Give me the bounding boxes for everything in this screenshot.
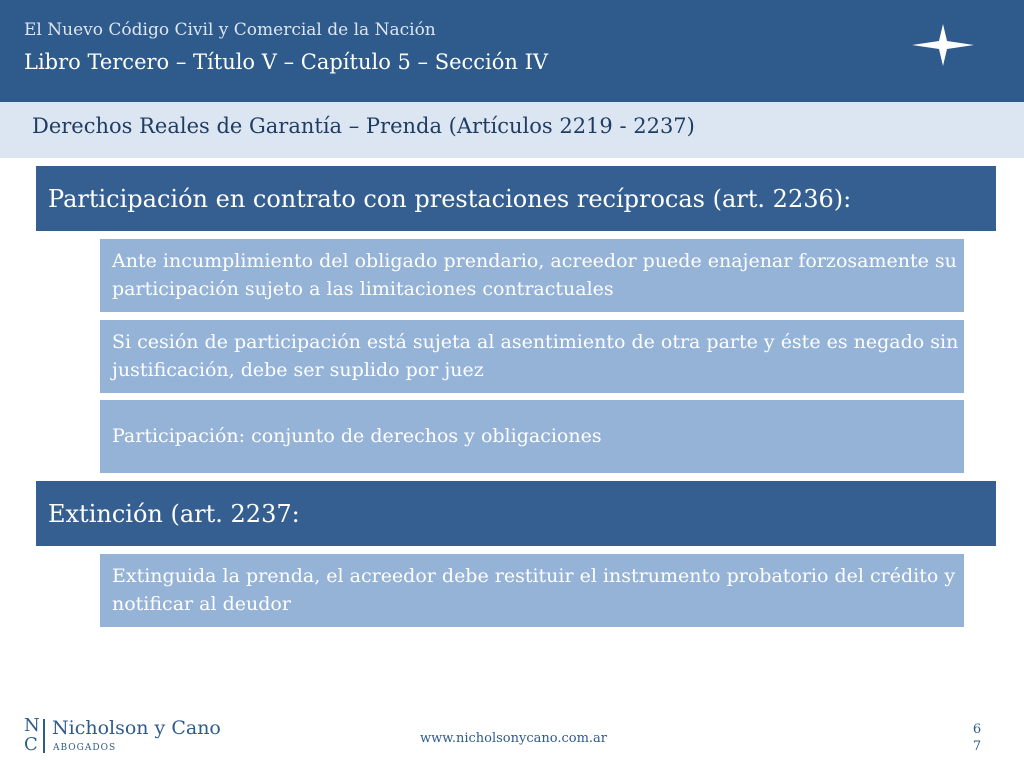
- logo-monogram: [24, 716, 50, 756]
- firm-subtitle: ABOGADOS: [53, 743, 117, 753]
- bullet-box: Si cesión de participación está sujeta al asentimiento de otra parte y éste es negado sin justificación, debe ser suplido por juez: [100, 320, 964, 393]
- page-number-line1: 6: [972, 722, 982, 737]
- page-number: [970, 721, 984, 755]
- section-title-extincion: Extinción (art. 2237:: [36, 481, 996, 546]
- header-section-title: Libro Tercero – Título V – Capítulo 5 – Sección IV: [24, 50, 549, 74]
- section-title-participacion: Participación en contrato con prestaciones recíprocas (art. 2236):: [36, 166, 996, 231]
- four-point-star-icon: [910, 22, 976, 68]
- footer-url: www.nicholsonycano.com.ar: [420, 731, 608, 746]
- firm-logo: [24, 716, 224, 756]
- page-number-line2: 7: [972, 739, 982, 754]
- logo-divider: [43, 719, 45, 753]
- slide-subheader: [0, 102, 1024, 158]
- monogram-letter-top: N: [24, 715, 40, 736]
- slide-header: [0, 0, 1024, 102]
- bullet-box: Extinguida la prenda, el acreedor debe restituir el instrumento probatorio del crédito y notificar al deudor: [100, 554, 964, 627]
- subheader-text: Derechos Reales de Garantía – Prenda (Artículos 2219 - 2237): [32, 114, 695, 138]
- bullet-box: Ante incumplimiento del obligado prendario, acreedor puede enajenar forzosamente su participación sujeto a las limitaciones contractuales: [100, 239, 964, 312]
- firm-name: Nicholson y Cano: [52, 717, 221, 739]
- header-book-title: El Nuevo Código Civil y Comercial de la Nación: [24, 20, 436, 40]
- bullet-box: Participación: conjunto de derechos y obligaciones: [100, 400, 964, 473]
- monogram-letter-bottom: C: [24, 734, 38, 755]
